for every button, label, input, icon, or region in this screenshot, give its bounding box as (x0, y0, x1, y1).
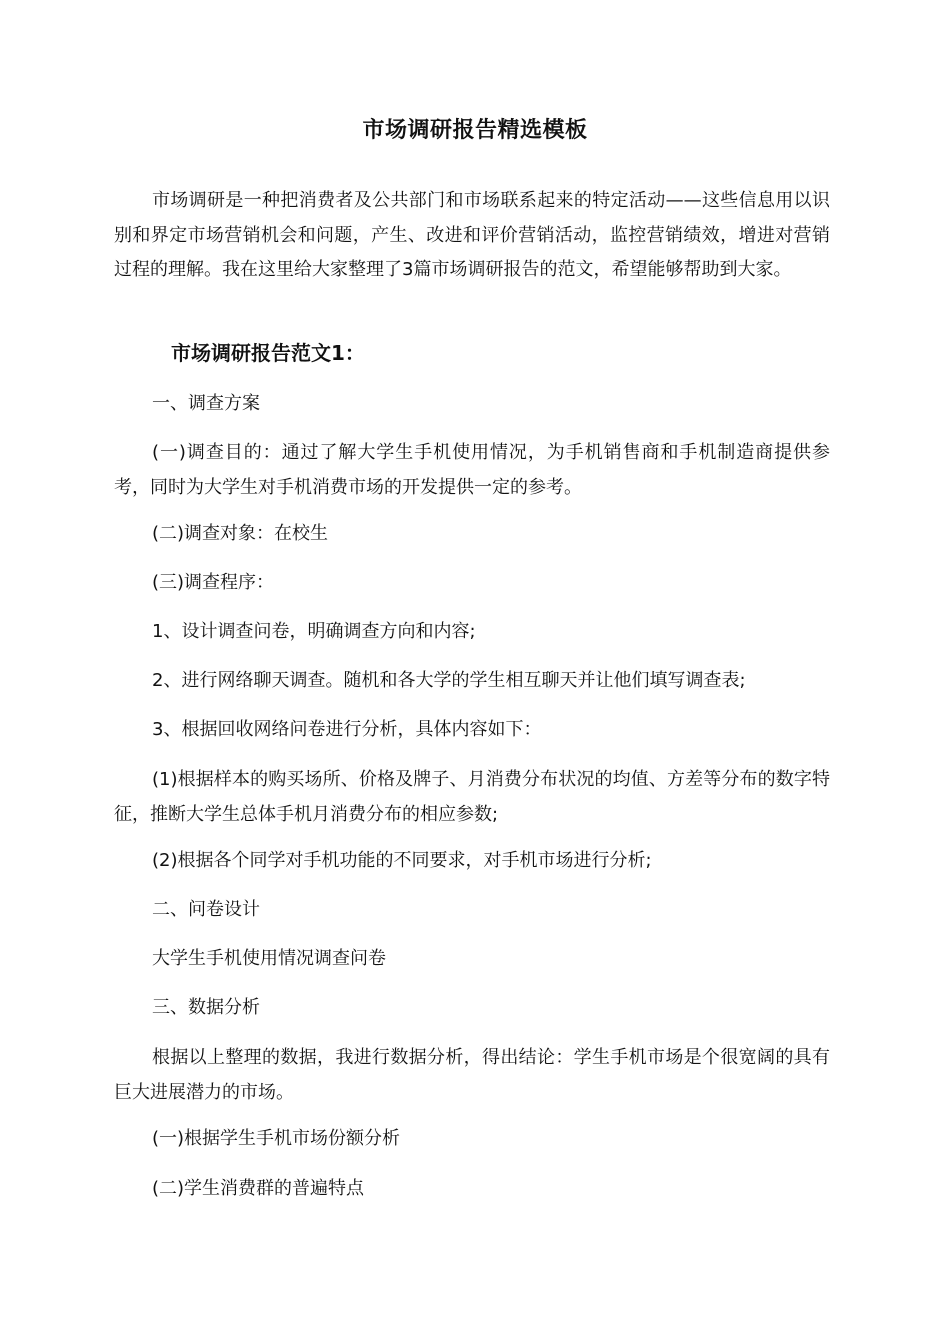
intro-paragraph: 市场调研是一种把消费者及公共部门和市场联系起来的特定活动——这些信息用以识别和界定市场营销机会和问题，产生、改进和评价营销活动，监控营销绩效，增进对营销过程的理解。我在这里给大家整理了3篇市场调研报告的范文，希望能够帮助到大家。 (114, 190, 830, 280)
section-heading: 市场调研报告范文1： (171, 341, 365, 365)
paragraph-questionnaire-title: 大学生手机使用情况调查问卷 (152, 948, 386, 969)
paragraph-survey-purpose: (一)调查目的：通过了解大学生手机使用情况，为手机销售商和手机制造商提供参考，同时为大学生对手机消费市场的开发提供一定的参考。 (114, 442, 830, 498)
list-item-step-1: 1、设计调查问卷，明确调查方向和内容; (152, 621, 476, 642)
paragraph-analysis-1: (1)根据样本的购买场所、价格及牌子、月消费分布状况的均值、方差等分布的数字特征，推断大学生总体手机月消费分布的相应参数; (114, 769, 830, 825)
document-title: 市场调研报告精选模板 (362, 118, 588, 143)
paragraph-analysis-2: (2)根据各个同学对手机功能的不同要求，对手机市场进行分析; (152, 850, 652, 871)
paragraph-survey-procedure: (三)调查程序： (152, 572, 275, 593)
list-item-step-2: 2、进行网络聊天调查。随机和各大学的学生相互聊天并让他们填写调查表; (152, 670, 746, 691)
paragraph-conclusion: 根据以上整理的数据，我进行数据分析，得出结论：学生手机市场是个很宽阔的具有巨大进展潜力的市场。 (114, 1047, 830, 1103)
paragraph-consumer-traits: (二)学生消费群的普遍特点 (152, 1178, 365, 1199)
paragraph-market-share: (一)根据学生手机市场份额分析 (152, 1128, 401, 1149)
heading-questionnaire-design: 二、问卷设计 (152, 899, 260, 920)
heading-survey-plan: 一、调查方案 (152, 393, 260, 414)
list-item-step-3: 3、根据回收网络问卷进行分析，具体内容如下： (152, 719, 542, 740)
heading-data-analysis: 三、数据分析 (152, 997, 260, 1018)
paragraph-survey-target: (二)调查对象：在校生 (152, 523, 329, 544)
